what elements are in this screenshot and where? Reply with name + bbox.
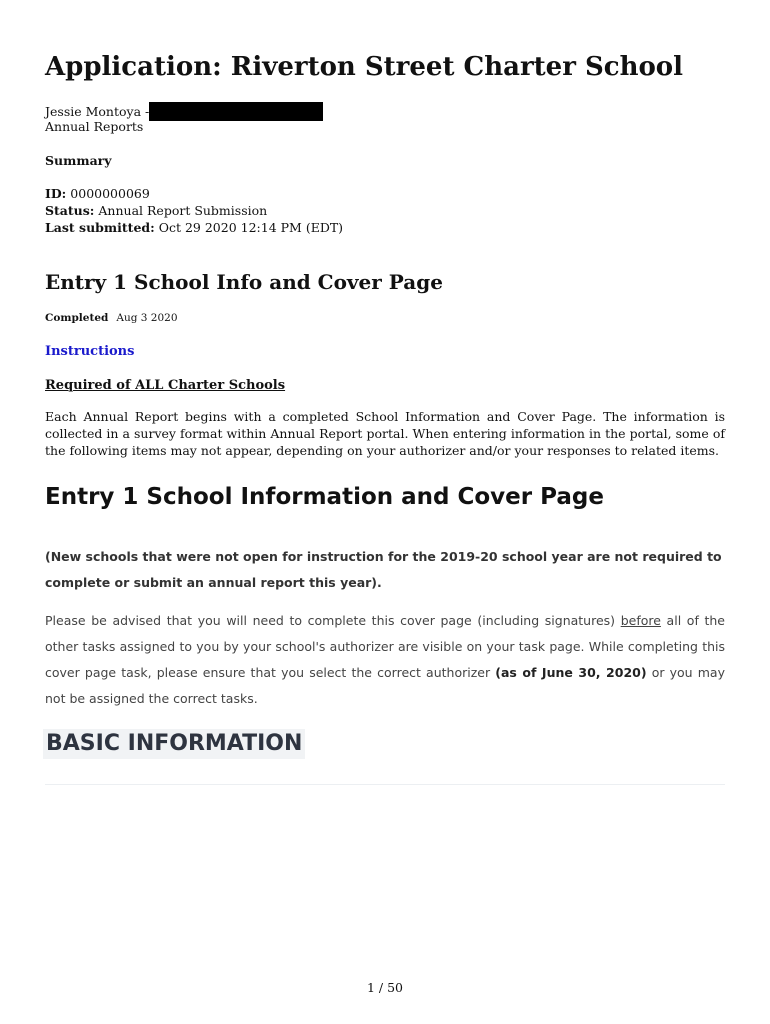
summary-heading: Summary: [45, 153, 112, 168]
page-title: Application: Riverton Street Charter School: [45, 52, 684, 82]
page-indicator: 1 / 50: [366, 980, 404, 995]
advise-underlined: before: [620, 613, 661, 628]
entry-paragraph: Each Annual Report begins with a completed School Information and Cover Page. The information is collected in a survey format within Annual Report portal. When entering information in the portal, some of the following items may not appear, depending on your authorizer and/or your responses to related items.: [45, 409, 725, 458]
id-label: ID:: [45, 186, 67, 201]
advisory-paragraph: [45, 608, 725, 712]
form-heading: Entry 1 School Information and Cover Page: [45, 484, 604, 510]
required-label: Required of ALL Charter Schools: [45, 378, 286, 393]
entry-heading: Entry 1 School Info and Cover Page: [45, 270, 443, 294]
completed-date: Aug 3 2020: [116, 312, 178, 324]
id-value: 0000000069: [70, 186, 150, 201]
status-label: Status:: [45, 203, 95, 218]
summary-last-submitted: [45, 220, 343, 235]
advise-bold: (as of June 30, 2020): [495, 665, 647, 680]
entry-meta: [45, 312, 178, 324]
new-schools-note: (New schools that were not open for instruction for the 2019-20 school year are not required to complete or submit an annual report this year).: [45, 549, 722, 590]
applicant-name: Jessie Montoya -: [45, 104, 150, 119]
instructions-label: Instructions: [45, 344, 135, 359]
basic-information-heading: BASIC INFORMATION: [43, 729, 305, 759]
redaction-block: [149, 102, 323, 121]
program-name: Annual Reports: [45, 119, 144, 134]
summary-id: [45, 186, 150, 201]
advise-text-3: or you may not be assigned the correct tasks.: [45, 665, 725, 706]
submitted-value: Oct 29 2020 12:14 PM (EDT): [158, 220, 344, 235]
summary-status: [45, 203, 267, 218]
completed-label: Completed: [45, 312, 109, 324]
advise-text-2: all of the other tasks assigned to you by your school's authorizer are visible on your task page. While completing this cover page task, please ensure that you select the correct authorizer: [45, 613, 725, 680]
advise-text-1: Please be advised that you will need to complete this cover page (including signatures): [45, 613, 621, 628]
section-divider: [45, 784, 725, 785]
submitted-label: Last submitted:: [45, 220, 155, 235]
status-value: Annual Report Submission: [98, 203, 268, 218]
